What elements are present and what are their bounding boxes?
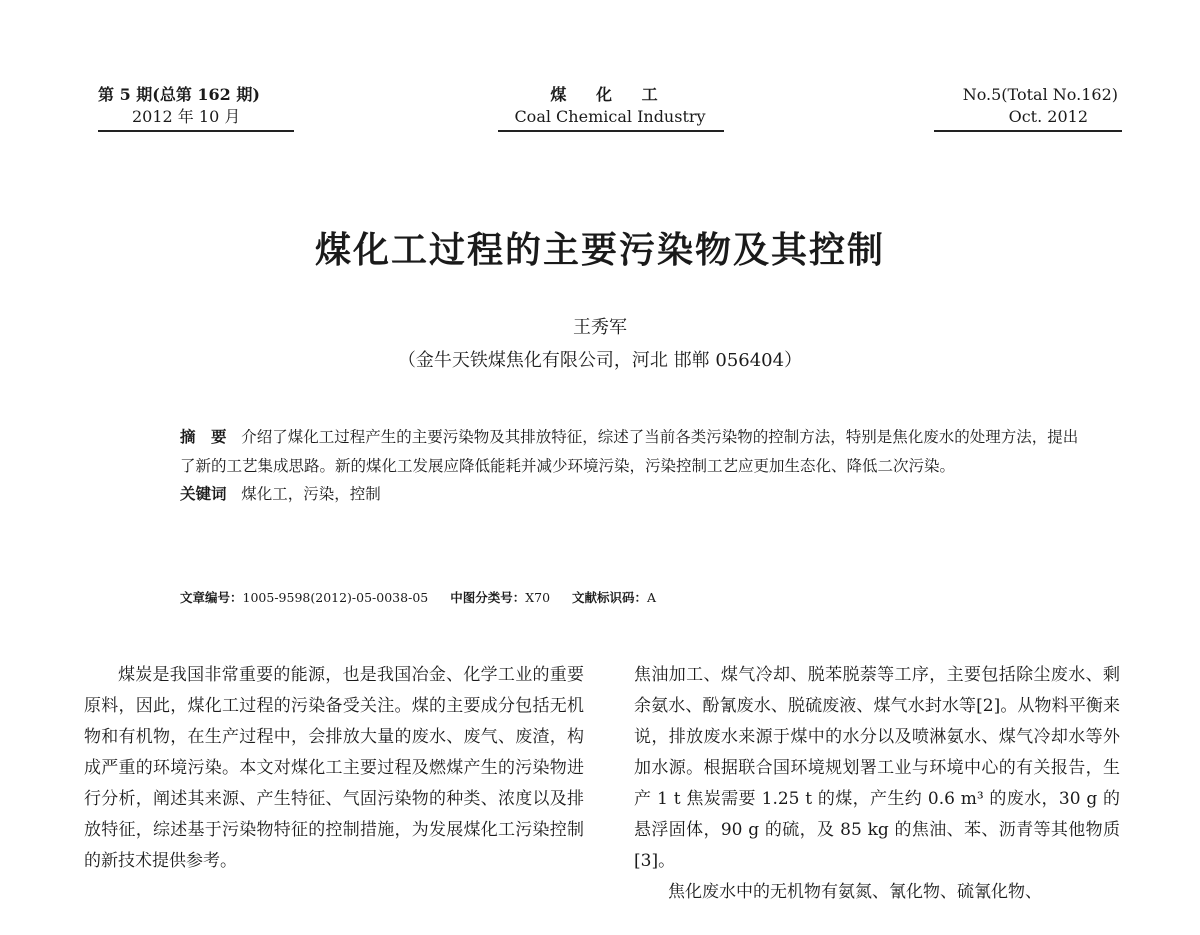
article-no: 1005-9598(2012)-05-0038-05 (242, 590, 429, 605)
doc-code-label: 文献标识码： (572, 590, 648, 605)
abstract-block (146, 423, 1086, 509)
abstract-label: 摘 要 (180, 428, 227, 446)
header-center (480, 84, 740, 128)
keywords-label: 关键词 (180, 485, 227, 503)
issue-date: 2012 年 10 月 (132, 107, 241, 126)
abstract-text: 介绍了煤化工过程产生的主要污染物及其排放特征，综述了当前各类污染物的控制方法，特别是焦化废水的处理方法，提出了新的工艺集成思路。新的煤化工发展应降低能耗并减少环境污染，污染控制工艺应更加生态化、降低二次污染。 (180, 428, 1079, 475)
author-affiliation: （金牛天铁煤焦化有限公司，河北 邯郸 056404） (397, 350, 803, 371)
article-no-label: 文章编号： (180, 590, 243, 605)
journal-name-en: Coal Chemical Industry (514, 107, 706, 126)
issue-number: 第 5 期(总第 162 期) (98, 85, 260, 104)
clc-label: 中图分类号： (450, 590, 526, 605)
article-title: 煤化工过程的主要污染物及其控制 (314, 230, 885, 271)
body-column-right (634, 660, 1120, 908)
keywords-text: 煤化工，污染，控制 (241, 485, 381, 503)
body-column-left (84, 660, 584, 877)
doc-code: A (647, 590, 657, 605)
author-name: 王秀军 (573, 317, 627, 338)
paragraph: 煤炭是我国非常重要的能源，也是我国冶金、化学工业的重要原料，因此，煤化工过程的污染备受关注。煤的主要成分包括无机物和有机物，在生产过程中，会排放大量的废水、废气、废渣，构成严重的环境污染。本文对煤化工主要过程及燃煤产生的污染物进行分析，阐述其来源、产生特征、气固污染物的种类、浓度以及排放特征，综述基于污染物特征的控制措施，为发展煤化工污染控制的新技术提供参考。 (84, 665, 584, 871)
header-left (98, 84, 260, 128)
paragraph: 焦化废水中的无机物有氨氮、氰化物、硫氰化物、 (668, 882, 1042, 902)
issue-number-en: No.5(Total No.162) (962, 85, 1118, 104)
header-rule-center (498, 130, 724, 132)
clc-code: X70 (525, 590, 551, 605)
running-header (0, 84, 1200, 134)
header-rule-right (934, 130, 1122, 132)
article-metadata (180, 588, 656, 606)
header-right (963, 84, 1118, 128)
keywords (146, 480, 1086, 509)
paragraph: 焦油加工、煤气冷却、脱苯脱萘等工序，主要包括除尘废水、剩余氨水、酚氰废水、脱硫废液、煤气水封水等[2]。从物料平衡来说，排放废水来源于煤中的水分以及喷淋氨水、煤气冷却水等外加水源。根据联合国环境规划署工业与环境中心的有关报告，生产 1 t 焦炭需要 1.25 t 的煤，产生约 0.6 m³ 的废水，30 g 的悬浮固体，90 g 的硫，及 85 kg 的焦油、苯、沥青等其他物质[3]。 (634, 665, 1120, 871)
header-rule-left (98, 130, 294, 132)
issue-date-en: Oct. 2012 (1008, 107, 1088, 126)
abstract (146, 423, 1086, 480)
journal-name-cn: 煤 化 工 (550, 85, 670, 104)
